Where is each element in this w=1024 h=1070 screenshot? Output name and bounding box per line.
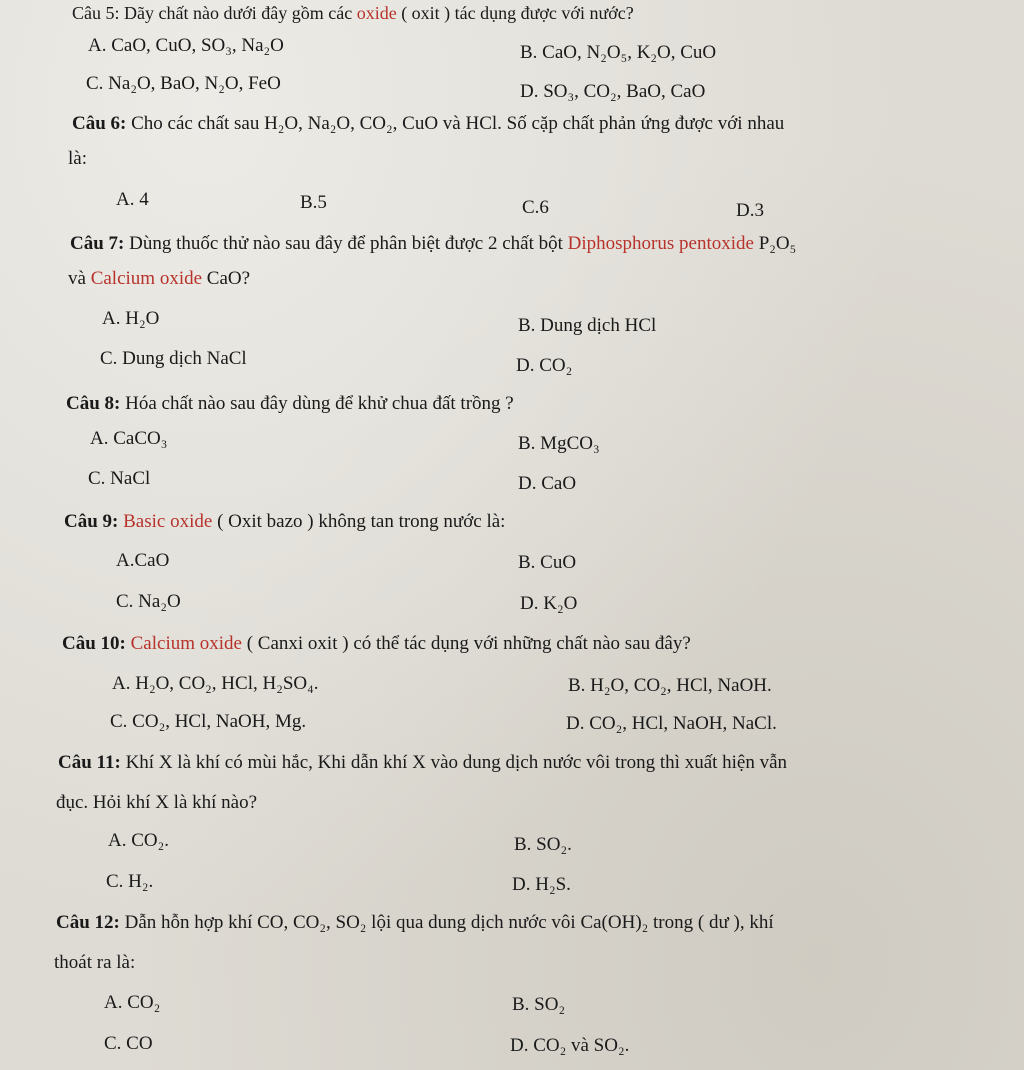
question-11-label: Câu 11: <box>58 752 121 773</box>
question-7-text: Dùng thuốc thử nào sau đây để phân biệt được 2 chất bột <box>124 233 568 254</box>
question-8-label: Câu 8: <box>66 393 121 414</box>
q10-option-c: C. CO₂, HCl, NaOH, Mg. <box>110 711 307 732</box>
q5-option-a: A. CaO, CuO, SO₃, Na₂O <box>88 35 284 56</box>
question-7-red-term-1: Diphosphorus pentoxide <box>567 233 754 254</box>
q6-option-b: B.5 <box>300 192 327 213</box>
q8-option-b: B. MgCO₃ <box>518 433 600 454</box>
question-11-stem-line2: đục. Hỏi khí X là khí nào? <box>56 792 258 813</box>
question-6-label: Câu 6: <box>72 113 127 134</box>
question-7-line2-prefix: và <box>68 268 91 289</box>
question-11-stem <box>58 752 787 774</box>
question-5-prefix: Câu 5: Dãy chất nào dưới đây gồm các <box>72 3 357 23</box>
q10-option-d: D. CO₂, HCl, NaOH, NaCl. <box>566 713 777 734</box>
q6-option-d: D.3 <box>736 200 764 221</box>
question-7-stem <box>70 233 796 255</box>
q11-option-d: D. H₂S. <box>512 874 571 895</box>
question-12-stem-line2: thoát ra là: <box>54 952 136 973</box>
q7-option-c: C. Dung dịch NaCl <box>100 348 247 369</box>
q7-option-d: D. CO₂ <box>516 355 573 376</box>
question-9-text: ( Oxit bazo ) không tan trong nước là: <box>212 511 506 532</box>
q6-option-a: A. 4 <box>116 189 149 210</box>
q7-option-a: A. H₂O <box>102 308 160 329</box>
question-12-label: Câu 12: <box>56 912 120 933</box>
question-10-stem <box>62 633 691 655</box>
question-8-stem <box>66 393 514 415</box>
question-10-text: ( Canxi oxit ) có thể tác dụng với những chất nào sau đây? <box>241 633 691 654</box>
q7-option-b: B. Dung dịch HCl <box>518 315 657 336</box>
question-12-text: Dẫn hỗn hợp khí CO, CO₂, SO₂ lội qua dung dịch nước vôi Ca(OH)₂ trong ( dư ), khí <box>119 912 774 933</box>
q12-option-b: B. SO₂ <box>512 994 566 1015</box>
q9-option-d: D. K₂O <box>520 593 578 614</box>
question-7-formula-1: P₂O₅ <box>753 233 797 254</box>
question-12-stem <box>56 912 774 934</box>
q8-option-c: C. NaCl <box>88 468 151 489</box>
question-5-stem <box>72 2 634 24</box>
q12-option-a: A. CO₂ <box>104 992 161 1013</box>
question-7-red-term-2: Calcium oxide <box>90 268 203 289</box>
q11-option-a: A. CO₂. <box>108 830 169 851</box>
question-11-text: Khí X là khí có mùi hắc, Khi dẫn khí X vào dung dịch nước vôi trong thì xuất hiện vẫn <box>120 752 788 773</box>
question-7-line2-suffix: CaO? <box>202 268 251 289</box>
q11-option-c: C. H₂. <box>106 871 154 892</box>
question-7-label: Câu 7: <box>70 233 125 254</box>
question-8-text: Hóa chất nào sau đây dùng để khử chua đất trồng ? <box>120 393 514 414</box>
question-9-red-term: Basic oxide <box>118 511 213 532</box>
q10-option-b: B. H₂O, CO₂, HCl, NaOH. <box>568 675 772 696</box>
q5-option-c: C. Na₂O, BaO, N₂O, FeO <box>86 73 281 94</box>
q8-option-a: A. CaCO₃ <box>90 428 168 449</box>
question-5-suffix: ( oxit ) tác dụng được với nước? <box>396 3 634 23</box>
q5-option-b: B. CaO, N₂O₅, K₂O, CuO <box>520 42 717 63</box>
q9-option-a: A.CaO <box>116 550 170 571</box>
question-10-label: Câu 10: <box>62 633 126 654</box>
question-9-stem <box>64 511 505 533</box>
q11-option-b: B. SO₂. <box>514 834 572 855</box>
q10-option-a: A. H₂O, CO₂, HCl, H₂SO₄. <box>112 673 319 694</box>
question-5-red-term: oxide <box>356 3 397 23</box>
q9-option-b: B. CuO <box>518 552 577 573</box>
q6-option-c: C.6 <box>522 197 549 218</box>
q12-option-c: C. CO <box>104 1033 153 1054</box>
q9-option-c: C. Na₂O <box>116 591 181 612</box>
question-9-label: Câu 9: <box>64 511 119 532</box>
q5-option-d: D. SO₃, CO₂, BaO, CaO <box>520 81 706 102</box>
q12-option-d: D. CO₂ và SO₂. <box>510 1035 630 1056</box>
question-10-red-term: Calcium oxide <box>125 633 242 654</box>
question-7-stem-line2 <box>68 268 250 290</box>
question-6-text: Cho các chất sau H₂O, Na₂O, CO₂, CuO và HCl. Số cặp chất phản ứng được với nhau <box>126 113 785 134</box>
question-6-stem-line2: là: <box>68 148 87 169</box>
question-6-stem <box>72 113 784 135</box>
q8-option-d: D. CaO <box>518 473 577 494</box>
